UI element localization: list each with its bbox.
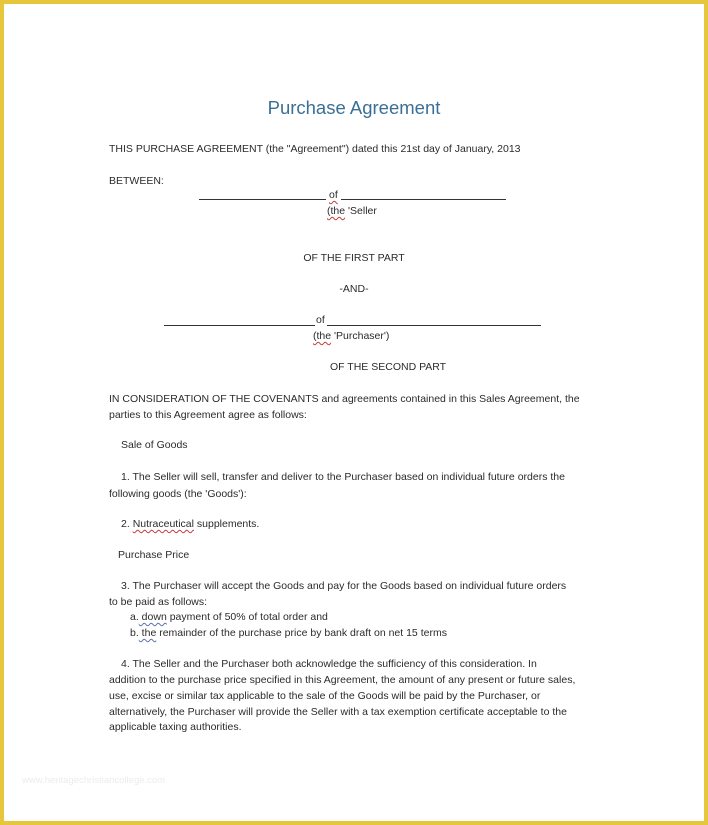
consideration-line-1: IN CONSIDERATION OF THE COVENANTS and agreements contained in this Sales Agreement, the <box>109 393 580 405</box>
second-part-label: OF THE SECOND PART <box>330 361 447 373</box>
and-separator: -AND- <box>339 283 369 295</box>
seller-name-blank[interactable] <box>199 199 326 200</box>
clause1-line-1: 1. The Seller will sell, transfer and deliver to the Purchaser based on individual future orders the <box>121 471 565 483</box>
clause1-line-2: following goods (the 'Goods'): <box>109 488 247 500</box>
item-b: b. the remainder of the purchase price by bank draft on net 15 terms <box>130 627 447 639</box>
purchaser-of-label: of <box>316 314 325 326</box>
purchaser-role-label: (the 'Purchaser') <box>313 330 390 342</box>
clause4-line-2: addition to the purchase price specified in this Agreement, the amount of any present or future sales, <box>109 674 576 686</box>
consideration-line-2: parties to this Agreement agree as follows: <box>109 409 307 421</box>
clause4-line-1: 4. The Seller and the Purchaser both acknowledge the sufficiency of this consideration. In <box>121 658 537 670</box>
clause2-line: 2. Nutraceutical supplements. <box>121 518 260 530</box>
watermark-text: www.heritagechristiancollege.com <box>22 775 166 786</box>
seller-of-label: of <box>329 189 338 201</box>
purchaser-address-blank[interactable] <box>327 325 541 326</box>
clause4-line-5: applicable taxing authorities. <box>109 721 242 733</box>
first-part-label: OF THE FIRST PART <box>303 252 405 264</box>
intro-line: THIS PURCHASE AGREEMENT (the "Agreement") dated this 21st day of January, 2013 <box>109 143 521 155</box>
heading-purchase-price: Purchase Price <box>118 549 190 561</box>
document-title: Purchase Agreement <box>267 97 441 118</box>
clause4-line-4: alternatively, the Purchaser will provide the Seller with a tax exemption certificate acceptable to the <box>109 706 567 718</box>
clause3-line-2: to be paid as follows: <box>109 596 208 608</box>
item-a: a. down payment of 50% of total order and <box>130 611 328 623</box>
seller-address-blank[interactable] <box>341 199 506 200</box>
purchaser-name-blank[interactable] <box>164 325 315 326</box>
between-label: BETWEEN: <box>109 175 164 187</box>
seller-role-label: (the 'Seller <box>327 205 377 217</box>
clause3-line-1: 3. The Purchaser will accept the Goods and pay for the Goods based on individual future orders <box>121 580 567 592</box>
heading-sale-of-goods: Sale of Goods <box>121 439 188 451</box>
clause4-line-3: use, excise or similar tax applicable to the sale of the Goods will be paid by the Purchaser, or <box>109 690 541 702</box>
